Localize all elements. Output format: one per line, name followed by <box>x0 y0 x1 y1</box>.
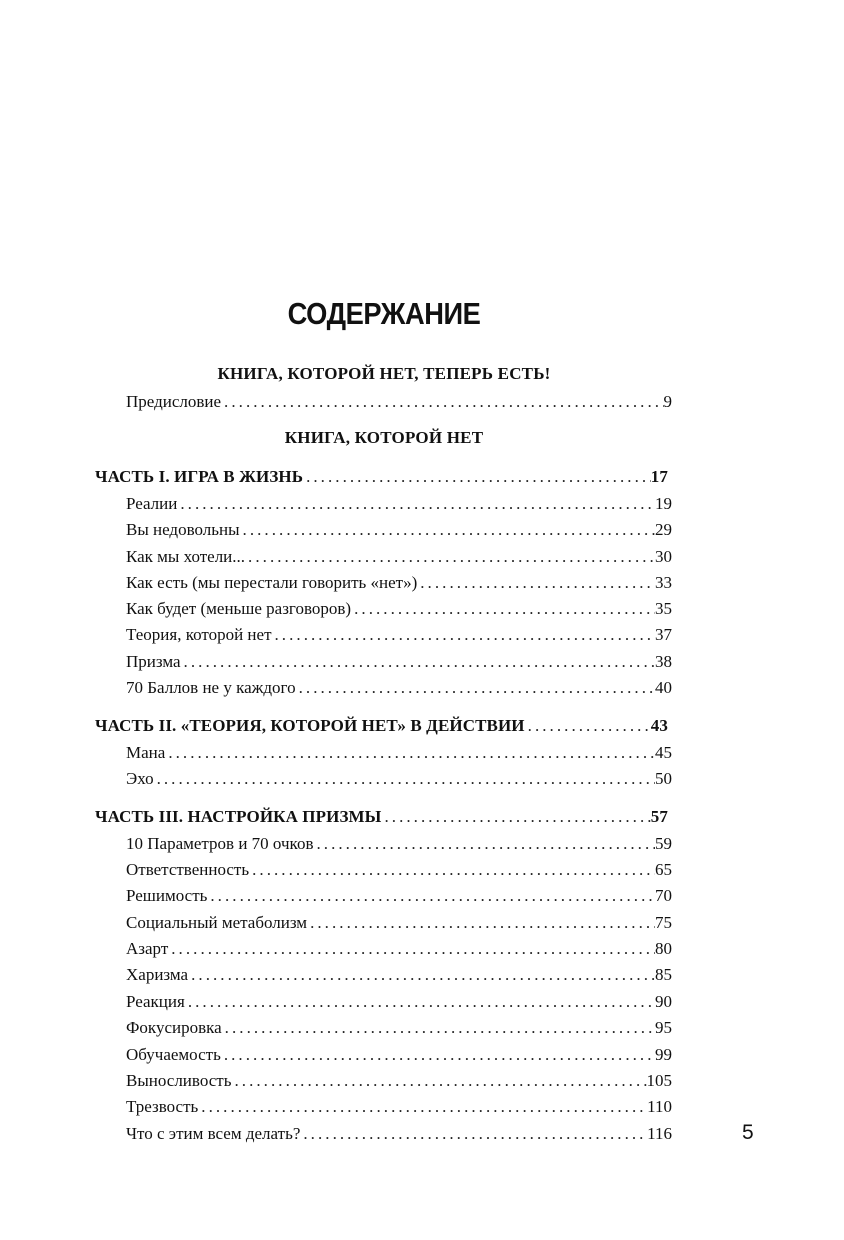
toc-entry[interactable] <box>126 545 672 569</box>
toc-entry[interactable] <box>126 741 672 765</box>
toc-part-label: ЧАСТЬ I. ИГРА В ЖИЗНЬ <box>95 467 304 486</box>
toc-entry-page: 29 <box>655 520 672 539</box>
toc-entry-label: Как есть (мы перестали говорить «нет») <box>126 573 418 592</box>
page-title: СОДЕРЖАНИЕ <box>287 296 481 331</box>
toc-entry-label: Призма <box>126 652 181 671</box>
book-heading-1: КНИГА, КОТОРОЙ НЕТ, ТЕПЕРЬ ЕСТЬ! <box>217 364 551 383</box>
toc-entry-page: 59 <box>655 834 672 853</box>
toc-entry-label: Эхо <box>126 769 154 788</box>
dot-leader <box>221 390 663 414</box>
toc-entry-page: 65 <box>655 860 672 879</box>
book-heading-2: КНИГА, КОТОРОЙ НЕТ <box>284 428 484 447</box>
dot-leader <box>221 1043 655 1067</box>
toc-entry[interactable] <box>126 571 672 595</box>
toc-entry-label: Теория, которой нет <box>126 625 272 644</box>
toc-entry[interactable] <box>126 911 672 935</box>
toc-entry[interactable] <box>126 767 672 791</box>
toc-entry[interactable] <box>126 623 672 647</box>
toc-entry-label: 10 Параметров и 70 очков <box>126 834 314 853</box>
toc-entry-page: 110 <box>647 1097 672 1116</box>
toc-entry-label: Выносливость <box>126 1071 232 1090</box>
toc-entry[interactable] <box>126 858 672 882</box>
toc-entry-label: Реалии <box>126 494 178 513</box>
toc-entry[interactable] <box>126 676 672 700</box>
dot-leader <box>381 805 650 829</box>
dot-leader <box>168 937 655 961</box>
toc-entry-label: 70 Баллов не у каждого <box>126 678 296 697</box>
toc-entry[interactable] <box>126 884 672 908</box>
toc-entry-page: 50 <box>655 769 672 788</box>
toc-entry-label: Мана <box>126 743 166 762</box>
toc-entry[interactable] <box>126 492 672 516</box>
toc-entry[interactable] <box>126 1016 672 1040</box>
toc-entry[interactable] <box>126 832 672 856</box>
dot-leader <box>351 597 655 621</box>
toc-entry-label: Фокусировка <box>126 1018 222 1037</box>
toc-entry[interactable] <box>126 1043 672 1067</box>
toc-part-page: 43 <box>650 716 668 735</box>
toc-entry-label: Трезвость <box>126 1097 199 1116</box>
toc-entry-label: Харизма <box>126 965 189 984</box>
toc-entry-page: 38 <box>655 652 672 671</box>
toc-entry-page: 99 <box>655 1045 672 1064</box>
toc-entry[interactable] <box>126 963 672 987</box>
dot-leader <box>240 518 655 542</box>
toc-entry-page: 95 <box>655 1018 672 1037</box>
dot-leader <box>222 1016 655 1040</box>
toc-entry-label: Вы недовольны <box>126 520 240 539</box>
toc-entry-label: Решимость <box>126 886 208 905</box>
dot-leader <box>249 858 655 882</box>
dot-leader <box>296 676 655 700</box>
toc-part-1[interactable] <box>95 465 668 489</box>
toc-part-label: ЧАСТЬ II. «ТЕОРИЯ, КОТОРОЙ НЕТ» В ДЕЙСТВИИ <box>95 716 525 735</box>
dot-leader <box>313 832 655 856</box>
dot-leader <box>185 990 655 1014</box>
dot-leader <box>272 623 656 647</box>
toc-entry-label: Ответственность <box>126 860 250 879</box>
toc-entry-page: 35 <box>655 599 672 618</box>
dot-leader <box>307 911 655 935</box>
toc-entry-label: Социальный метаболизм <box>126 913 308 932</box>
dot-leader <box>231 1069 646 1093</box>
dot-leader <box>198 1095 647 1119</box>
toc-entry-page: 37 <box>655 625 672 644</box>
toc-entry-page: 105 <box>646 1071 672 1090</box>
dot-leader <box>154 767 655 791</box>
dot-leader <box>245 545 655 569</box>
toc-entry[interactable] <box>126 518 672 542</box>
dot-leader <box>181 650 655 674</box>
toc-entry-label: Обучаемость <box>126 1045 221 1064</box>
page-number: 5 <box>742 1121 754 1144</box>
toc-entry-page: 70 <box>655 886 672 905</box>
dot-leader <box>417 571 655 595</box>
toc-entry-page: 45 <box>655 743 672 762</box>
dot-leader <box>303 465 651 489</box>
toc-entry-label: Как будет (меньше разговоров) <box>126 599 352 618</box>
dot-leader <box>177 492 655 516</box>
toc-entry-label: Реакция <box>126 992 185 1011</box>
toc-entry-page: 33 <box>655 573 672 592</box>
toc-entry[interactable] <box>126 597 672 621</box>
toc-entry-page: 19 <box>655 494 672 513</box>
dot-leader <box>188 963 655 987</box>
toc-entry-page: 30 <box>655 547 672 566</box>
toc-entry-page: 75 <box>655 913 672 932</box>
toc-part-2[interactable] <box>95 714 668 738</box>
toc-entry-page: 85 <box>655 965 672 984</box>
dot-leader <box>165 741 655 765</box>
toc-entry[interactable] <box>126 937 672 961</box>
toc-entry-label: Азарт <box>126 939 169 958</box>
toc-entry-page: 116 <box>647 1124 672 1143</box>
toc-entry-page: 40 <box>655 678 672 697</box>
toc-part-3[interactable] <box>95 805 668 829</box>
toc-entry-label: Как мы хотели... <box>126 547 246 566</box>
toc-entry-page: 80 <box>655 939 672 958</box>
toc-entry-label: Что с этим всем делать? <box>126 1124 301 1143</box>
toc-entry[interactable] <box>126 1122 672 1146</box>
toc-part-page: 57 <box>650 807 668 826</box>
dot-leader <box>207 884 655 908</box>
toc-entry-label: Предисловие <box>126 392 222 411</box>
toc-entry-page: 9 <box>663 392 672 411</box>
toc-entry-preface[interactable] <box>126 390 672 414</box>
toc-entry[interactable] <box>126 1095 672 1119</box>
toc-part-label: ЧАСТЬ III. НАСТРОЙКА ПРИЗМЫ <box>95 807 382 826</box>
toc-entry[interactable] <box>126 990 672 1014</box>
toc-part-page: 17 <box>650 467 668 486</box>
toc-entry-page: 90 <box>655 992 672 1011</box>
dot-leader <box>525 714 651 738</box>
toc-entry[interactable] <box>126 1069 672 1093</box>
dot-leader <box>300 1122 647 1146</box>
toc-entry[interactable] <box>126 650 672 674</box>
